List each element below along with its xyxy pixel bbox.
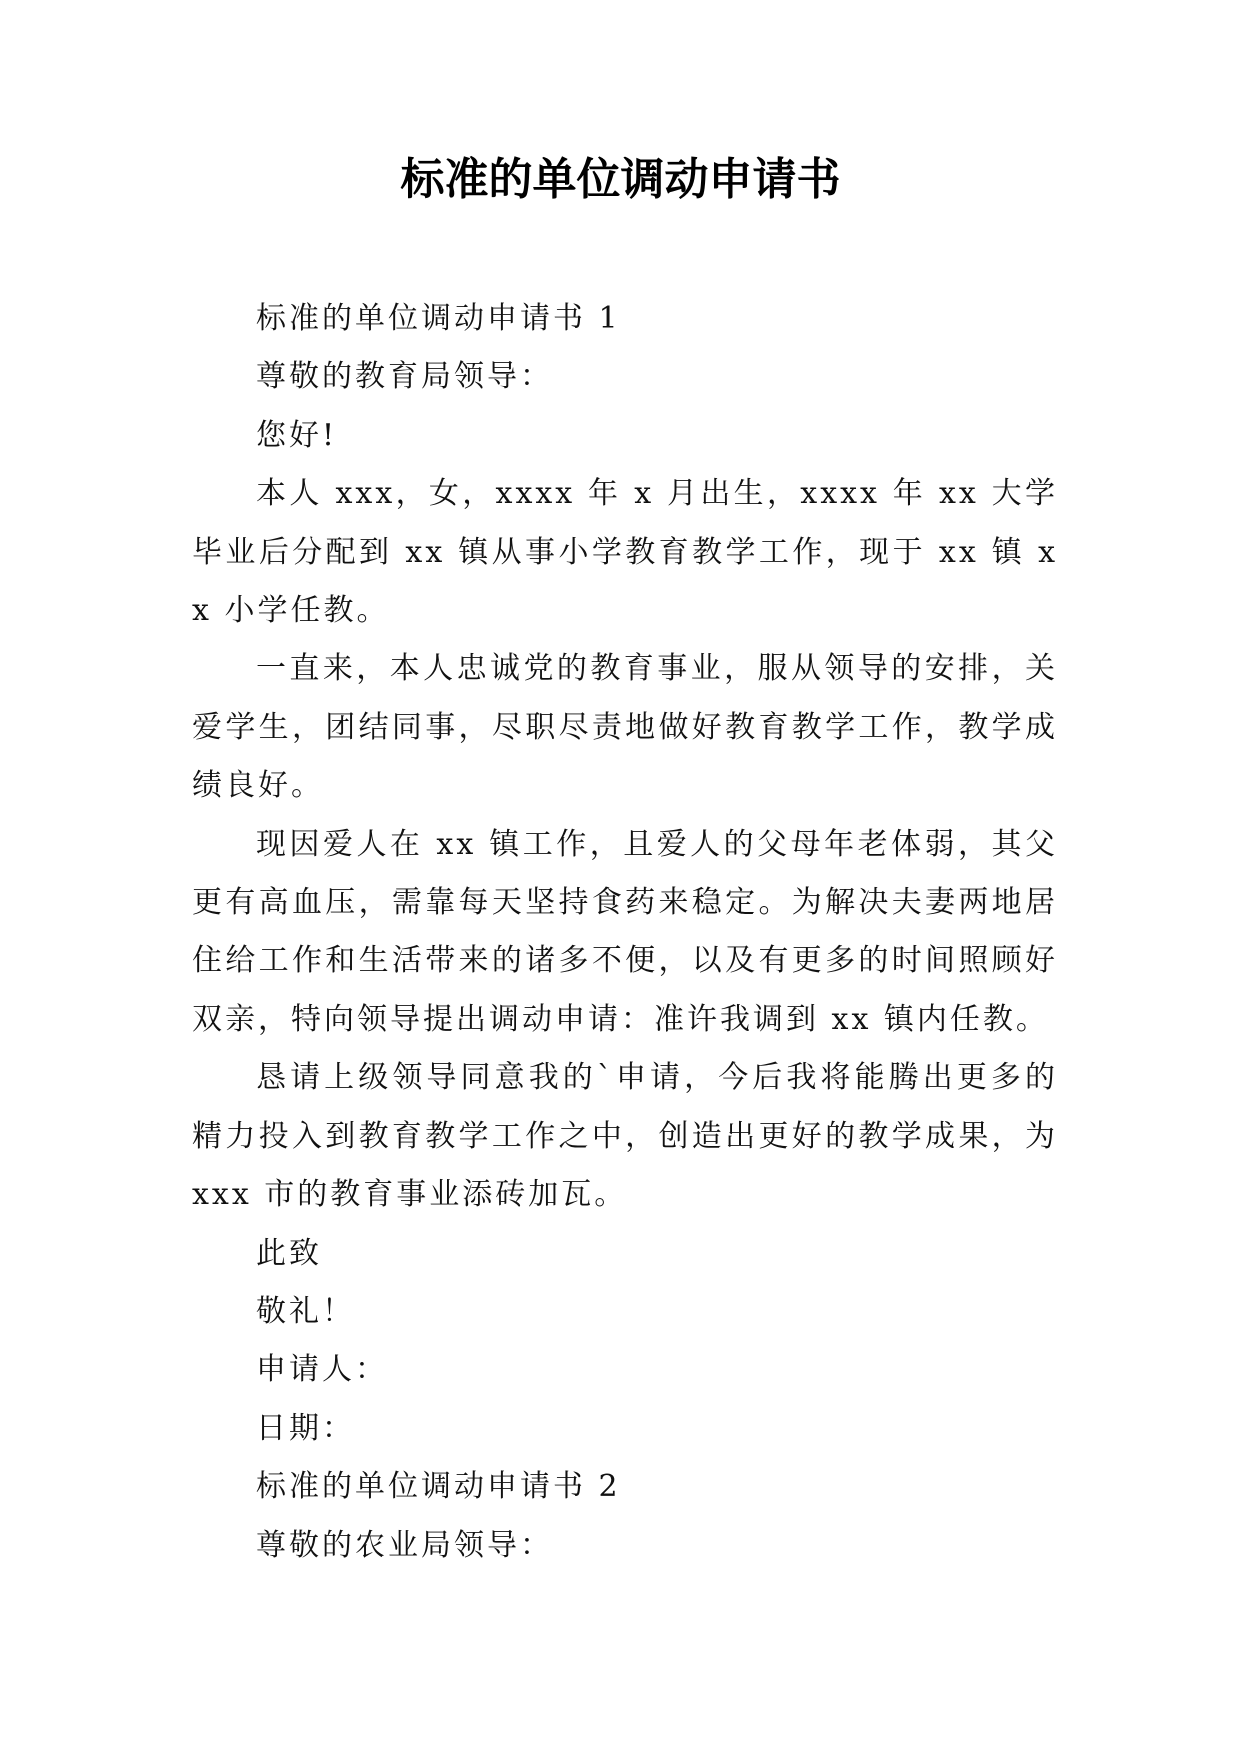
- section-heading-2: 标准的单位调动申请书 2: [256, 1469, 621, 1505]
- document-title: 标准的单位调动申请书: [400, 154, 841, 205]
- salutation-2: 尊敬的农业局领导：: [256, 1527, 553, 1563]
- greeting: 您好!: [256, 417, 338, 453]
- paragraph-request: 恳请上级领导同意我的`申请，今后我将能腾出更多的精力投入到教育教学工作之中，创造出更好的教学成果，为 xxx 市的教育事业添砖加瓦。: [192, 1060, 1058, 1213]
- closing-line-2: 敬礼！: [256, 1293, 355, 1329]
- date-label: 日期：: [256, 1410, 355, 1446]
- paragraph-reason: 现因爱人在 xx 镇工作，且爱人的父母年老体弱，其父更有高血压，需靠每天坚持食药来稳定。为解决夫妻两地居住给工作和生活带来的诸多不便，以及有更多的时间照顾好双亲，特向领导提出调动申请：准许我调到 xx 镇内任教。: [192, 826, 1058, 1037]
- paragraph-introduction: 本人 xxx，女，xxxx 年 x 月出生，xxxx 年 xx 大学毕业后分配到 xx 镇从事小学教育教学工作，现于 xx 镇 xx 小学任教。: [192, 476, 1058, 629]
- closing-line-1: 此致: [256, 1235, 322, 1271]
- section-heading-1: 标准的单位调动申请书 1: [256, 301, 621, 336]
- applicant-label: 申请人：: [256, 1352, 388, 1388]
- document-body: [192, 290, 1058, 1575]
- paragraph-performance: 一直来，本人忠诚党的教育事业，服从领导的安排，关爱学生，团结同事，尽职尽责地做好教育教学工作，教学成绩良好。: [192, 651, 1058, 804]
- salutation: 尊敬的教育局领导：: [256, 359, 553, 395]
